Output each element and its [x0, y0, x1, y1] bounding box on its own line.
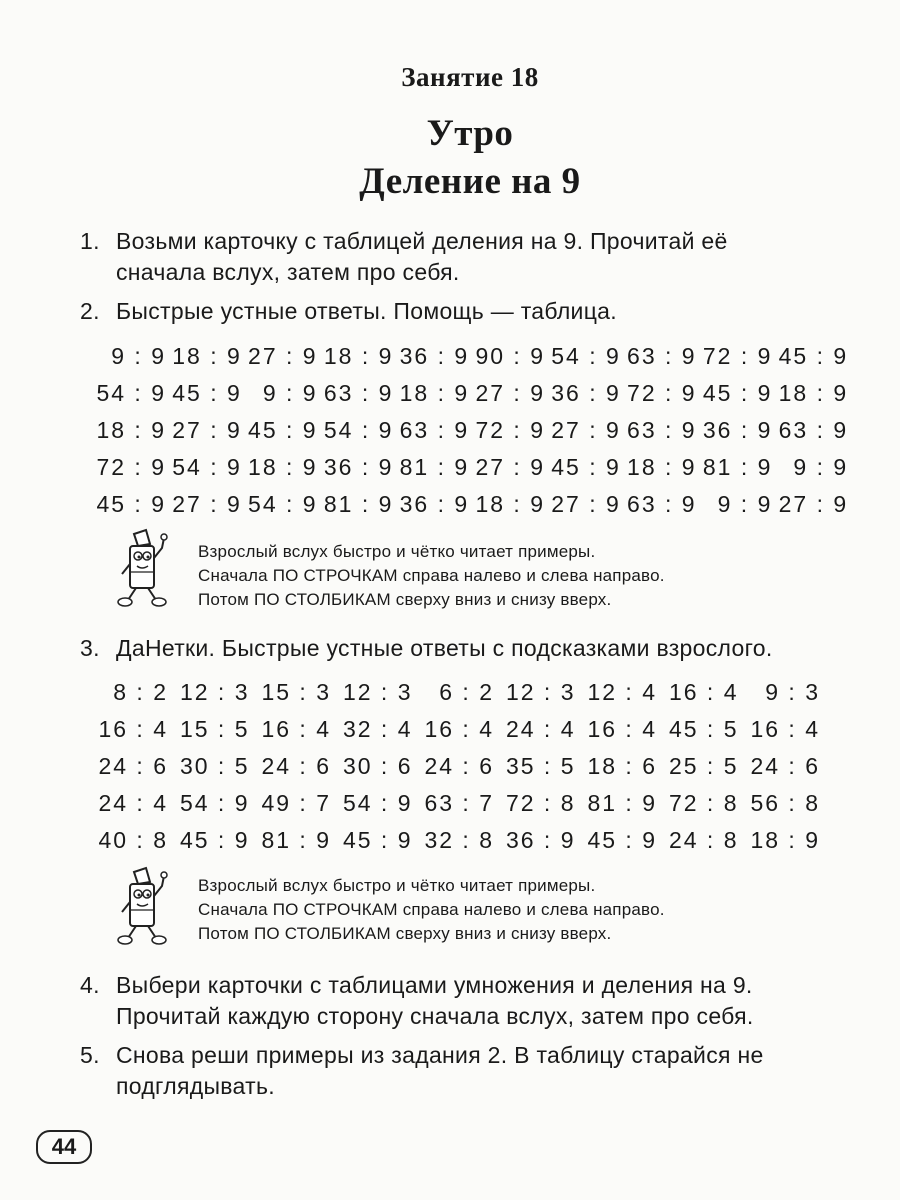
division-example: 54 : 9 [248, 491, 318, 517]
division-example: 45 : 9 [587, 827, 657, 853]
division-example: 36 : 9 [505, 827, 576, 853]
division-example: 18 : 9 [248, 454, 318, 480]
division-example: 54 : 9 [551, 343, 621, 369]
task-number: 4. [80, 972, 100, 998]
task-2 [80, 296, 870, 327]
pencil-mascot-icon [112, 866, 178, 948]
division-example: 27 : 9 [778, 491, 849, 517]
division-example: 18 : 6 [587, 753, 657, 779]
task-1 [80, 226, 870, 288]
division-example: 18 : 9 [627, 454, 697, 480]
division-example: 63 : 7 [424, 790, 494, 816]
task-text-line1: ДаНетки. Быстрые устные ответы с подсказками взрослого. [116, 635, 773, 661]
division-example: 27 : 9 [475, 380, 545, 406]
division-example: 18 : 9 [750, 827, 820, 853]
division-example: 45 : 9 [778, 343, 849, 369]
division-example: 72 : 8 [668, 790, 739, 816]
division-example: 9 : 9 [793, 454, 849, 480]
note-line: Сначала ПО СТРОЧКАМ справа налево и слева направо. [198, 900, 665, 919]
division-example: 72 : 9 [96, 454, 166, 480]
division-example: 81 : 9 [399, 454, 470, 480]
division-example: 72 : 9 [627, 380, 697, 406]
division-example: 24 : 6 [261, 753, 331, 779]
grid-row [96, 827, 846, 864]
division-example: 45 : 9 [96, 491, 166, 517]
adult-instruction-note-1 [198, 540, 665, 612]
division-example: 35 : 5 [505, 753, 576, 779]
pencil-mascot-icon [112, 528, 178, 610]
division-example: 63 : 9 [627, 417, 697, 443]
lesson-topic-title: Деление на 9 [359, 161, 581, 202]
grid-row [96, 790, 846, 827]
division-example: 36 : 9 [399, 343, 470, 369]
division-example: 24 : 8 [668, 827, 739, 853]
division-example: 16 : 4 [668, 679, 739, 705]
task-number: 2. [80, 298, 100, 324]
division-example: 54 : 9 [342, 790, 413, 816]
division-example: 9 : 9 [262, 380, 318, 406]
division-example: 72 : 9 [702, 343, 773, 369]
division-example: 18 : 9 [96, 417, 166, 443]
division-example: 6 : 2 [439, 679, 494, 705]
division-example: 18 : 9 [778, 380, 849, 406]
task-number: 5. [80, 1042, 100, 1068]
task-text-line1: Возьми карточку с таблицей деления на 9. Прочитай её [116, 228, 728, 254]
division-example: 9 : 9 [717, 491, 773, 517]
division-example: 32 : 8 [424, 827, 494, 853]
division-example: 24 : 6 [424, 753, 494, 779]
division-example: 30 : 5 [179, 753, 250, 779]
division-example: 36 : 9 [399, 491, 470, 517]
division-example: 45 : 9 [551, 454, 621, 480]
division-example: 24 : 4 [98, 790, 168, 816]
division-example: 12 : 3 [342, 679, 413, 705]
division-example: 40 : 8 [98, 827, 168, 853]
division-example: 18 : 9 [399, 380, 470, 406]
division-example: 25 : 5 [668, 753, 739, 779]
division-example: 27 : 9 [551, 491, 621, 517]
division-example: 12 : 3 [179, 679, 250, 705]
task-text-line1: Снова реши примеры из задания 2. В таблицу старайся не [116, 1042, 764, 1068]
task-text-line1: Выбери карточки с таблицами умножения и деления на 9. [116, 972, 753, 998]
task-text-line2: Прочитай каждую сторону сначала вслух, затем про себя. [116, 1003, 754, 1029]
task-5 [80, 1040, 870, 1102]
task-4 [80, 970, 870, 1032]
division-example: 24 : 4 [505, 716, 576, 742]
division-example: 16 : 4 [587, 716, 657, 742]
note-line: Сначала ПО СТРОЧКАМ справа налево и слева направо. [198, 566, 665, 585]
division-example: 90 : 9 [475, 343, 545, 369]
note-line: Потом ПО СТОЛБИКАМ сверху вниз и снизу вверх. [198, 924, 612, 943]
division-example: 45 : 9 [702, 380, 773, 406]
division-example: 9 : 3 [765, 679, 820, 705]
division-example: 12 : 3 [505, 679, 576, 705]
task-number: 3. [80, 635, 100, 661]
division-example: 54 : 9 [172, 454, 242, 480]
division-example: 8 : 2 [113, 679, 168, 705]
division-example: 16 : 4 [261, 716, 331, 742]
grid-row [96, 753, 846, 790]
grid-row [96, 716, 846, 753]
division-example: 63 : 9 [399, 417, 470, 443]
note-line: Взрослый вслух быстро и чётко читает примеры. [198, 876, 596, 895]
lesson-part-title: Утро [426, 113, 514, 154]
division-example: 36 : 9 [323, 454, 394, 480]
task-number: 1. [80, 228, 100, 254]
division-example: 45 : 9 [179, 827, 250, 853]
division-grid-2 [96, 679, 846, 864]
division-example: 15 : 3 [261, 679, 331, 705]
division-example: 16 : 4 [750, 716, 820, 742]
division-example: 63 : 9 [323, 380, 394, 406]
division-example: 72 : 8 [505, 790, 576, 816]
division-example: 63 : 9 [627, 491, 697, 517]
adult-instruction-note-2 [198, 874, 665, 946]
division-example: 27 : 9 [172, 491, 242, 517]
division-example: 24 : 6 [98, 753, 168, 779]
task-text-line2: подглядывать. [116, 1073, 275, 1099]
division-example: 45 : 5 [668, 716, 739, 742]
division-example: 81 : 9 [261, 827, 331, 853]
division-example: 18 : 9 [323, 343, 394, 369]
division-example: 81 : 9 [702, 454, 773, 480]
task-3 [80, 633, 870, 664]
division-example: 45 : 9 [342, 827, 413, 853]
division-example: 45 : 9 [248, 417, 318, 443]
task-text-line2: сначала вслух, затем про себя. [116, 259, 460, 285]
division-example: 49 : 7 [261, 790, 331, 816]
division-example: 16 : 4 [424, 716, 494, 742]
division-example: 32 : 4 [342, 716, 413, 742]
division-example: 81 : 9 [587, 790, 657, 816]
division-example: 15 : 5 [179, 716, 250, 742]
division-example: 27 : 9 [172, 417, 242, 443]
division-example: 72 : 9 [475, 417, 545, 443]
division-example: 54 : 9 [179, 790, 250, 816]
division-example: 36 : 9 [551, 380, 621, 406]
division-example: 9 : 9 [111, 343, 166, 369]
task-text-line1: Быстрые устные ответы. Помощь — таблица. [116, 298, 617, 324]
lesson-number: Занятие 18 [401, 62, 539, 92]
division-example: 63 : 9 [627, 343, 697, 369]
page-number: 44 [36, 1130, 92, 1164]
division-example: 18 : 9 [475, 491, 545, 517]
grid-row [96, 491, 866, 528]
division-example: 24 : 6 [750, 753, 820, 779]
grid-row [96, 454, 866, 491]
division-example: 63 : 9 [778, 417, 849, 443]
division-example: 16 : 4 [98, 716, 168, 742]
division-example: 36 : 9 [702, 417, 773, 443]
division-example: 27 : 9 [475, 454, 545, 480]
division-example: 12 : 4 [587, 679, 657, 705]
division-example: 54 : 9 [323, 417, 394, 443]
division-example: 56 : 8 [750, 790, 820, 816]
division-example: 81 : 9 [323, 491, 394, 517]
grid-row [96, 417, 866, 454]
note-line: Потом ПО СТОЛБИКАМ сверху вниз и снизу вверх. [198, 590, 612, 609]
division-example: 45 : 9 [172, 380, 242, 406]
division-example: 27 : 9 [248, 343, 318, 369]
grid-row [96, 679, 846, 716]
note-line: Взрослый вслух быстро и чётко читает примеры. [198, 542, 596, 561]
division-example: 54 : 9 [96, 380, 166, 406]
division-example: 30 : 6 [342, 753, 413, 779]
division-example: 27 : 9 [551, 417, 621, 443]
grid-row [96, 380, 866, 417]
division-grid-1 [96, 343, 866, 528]
grid-row [96, 343, 866, 380]
division-example: 18 : 9 [172, 343, 242, 369]
